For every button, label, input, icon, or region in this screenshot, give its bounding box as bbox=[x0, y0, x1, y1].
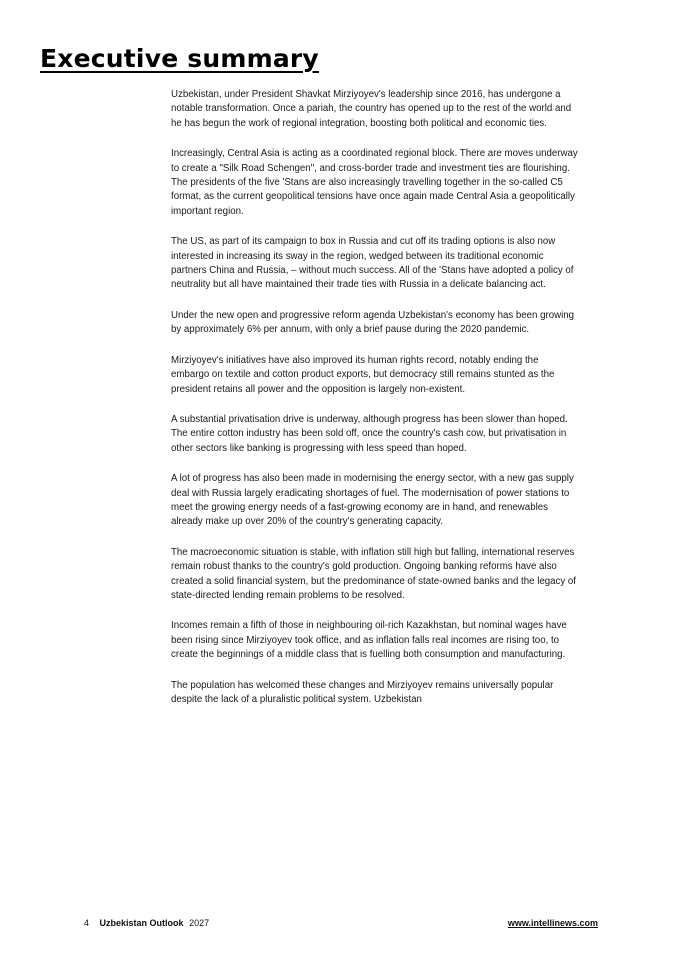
summary-paragraph: The macroeconomic situation is stable, with inflation still high but falling, international reserves remain robust thanks to the country's gold production. Ongoing banking reforms have also created a solid financial system, but the predominance of state-owned banks and the legacy of state-directed lending remain problems to be resolved. bbox=[171, 546, 576, 601]
summary-paragraph: A lot of progress has also been made in modernising the energy sector, with a new gas supply deal with Russia largely eradicating shortages of fuel. The modernisation of power stations to meet the growing energy needs of a fast-growing economy are in hand, and renewables already make up over 20% of the country's generating capacity. bbox=[171, 473, 574, 528]
publication-year: 2027 bbox=[189, 918, 210, 928]
website-link[interactable]: www.intellinews.com bbox=[507, 918, 598, 928]
summary-paragraph: Mirziyoyev's initiatives have also improved its human rights record, notably ending the embargo on textile and cotton product exports, but democracy still remains stunted as the president retains all power and the opposition is largely non-existent. bbox=[171, 354, 555, 395]
footer-info bbox=[84, 918, 209, 928]
summary-paragraph: Increasingly, Central Asia is acting as a coordinated regional block. There are moves underway to create a "Silk Road Schengen", and cross-border trade and investment ties are flourishing. The presidents of the five 'Stans are also increasingly travelling together in the so-called C5 format, as the current geopolitical tensions have once again made Central Asia a geopolitically important region. bbox=[171, 148, 578, 217]
summary-paragraph: Incomes remain a fifth of those in neighbouring oil-rich Kazakhstan, but nominal wages have been rising since Mirziyoyev took office, and as inflation falls real incomes are rising too, to create the beginnings of a middle class that is fuelling both consumption and manufacturing. bbox=[171, 620, 567, 661]
page-title: Executive summary bbox=[40, 44, 319, 73]
page-number: 4 bbox=[84, 918, 90, 928]
summary-paragraph: Uzbekistan, under President Shavkat Mirziyoyev's leadership since 2016, has undergone a notable transformation. Once a pariah, the country has opened up to the rest of the world and he has begun the work of regional integration, boosting both political and economic ties. bbox=[171, 89, 572, 129]
summary-paragraph: A substantial privatisation drive is underway, although progress has been slower than hoped. The entire cotton industry has been sold off, once the country's cash cow, but privatisation in other sectors like banking is progressing with less speed than hoped. bbox=[171, 413, 568, 454]
summary-paragraph: The US, as part of its campaign to box in Russia and cut off its trading options is also now interested in increasing its sway in the region, wedged between its traditional economic partners China and Russia, – without much success. All of the 'Stans have adopted a policy of neutrality but all have maintained their trade ties with Russia in a delicate balancing act. bbox=[171, 236, 574, 291]
summary-paragraph: The population has welcomed these changes and Mirziyoyev remains universally popular despite the lack of a pluralistic political system. Uzbekistan bbox=[171, 679, 554, 705]
page-footer bbox=[84, 918, 598, 932]
publication-name: Uzbekistan Outlook bbox=[99, 918, 184, 928]
summary-paragraph: Under the new open and progressive reform agenda Uzbekistan's economy has been growing by approximately 6% per annum, with only a brief pause during the 2020 pandemic. bbox=[171, 309, 575, 336]
summary-body bbox=[171, 88, 579, 723]
